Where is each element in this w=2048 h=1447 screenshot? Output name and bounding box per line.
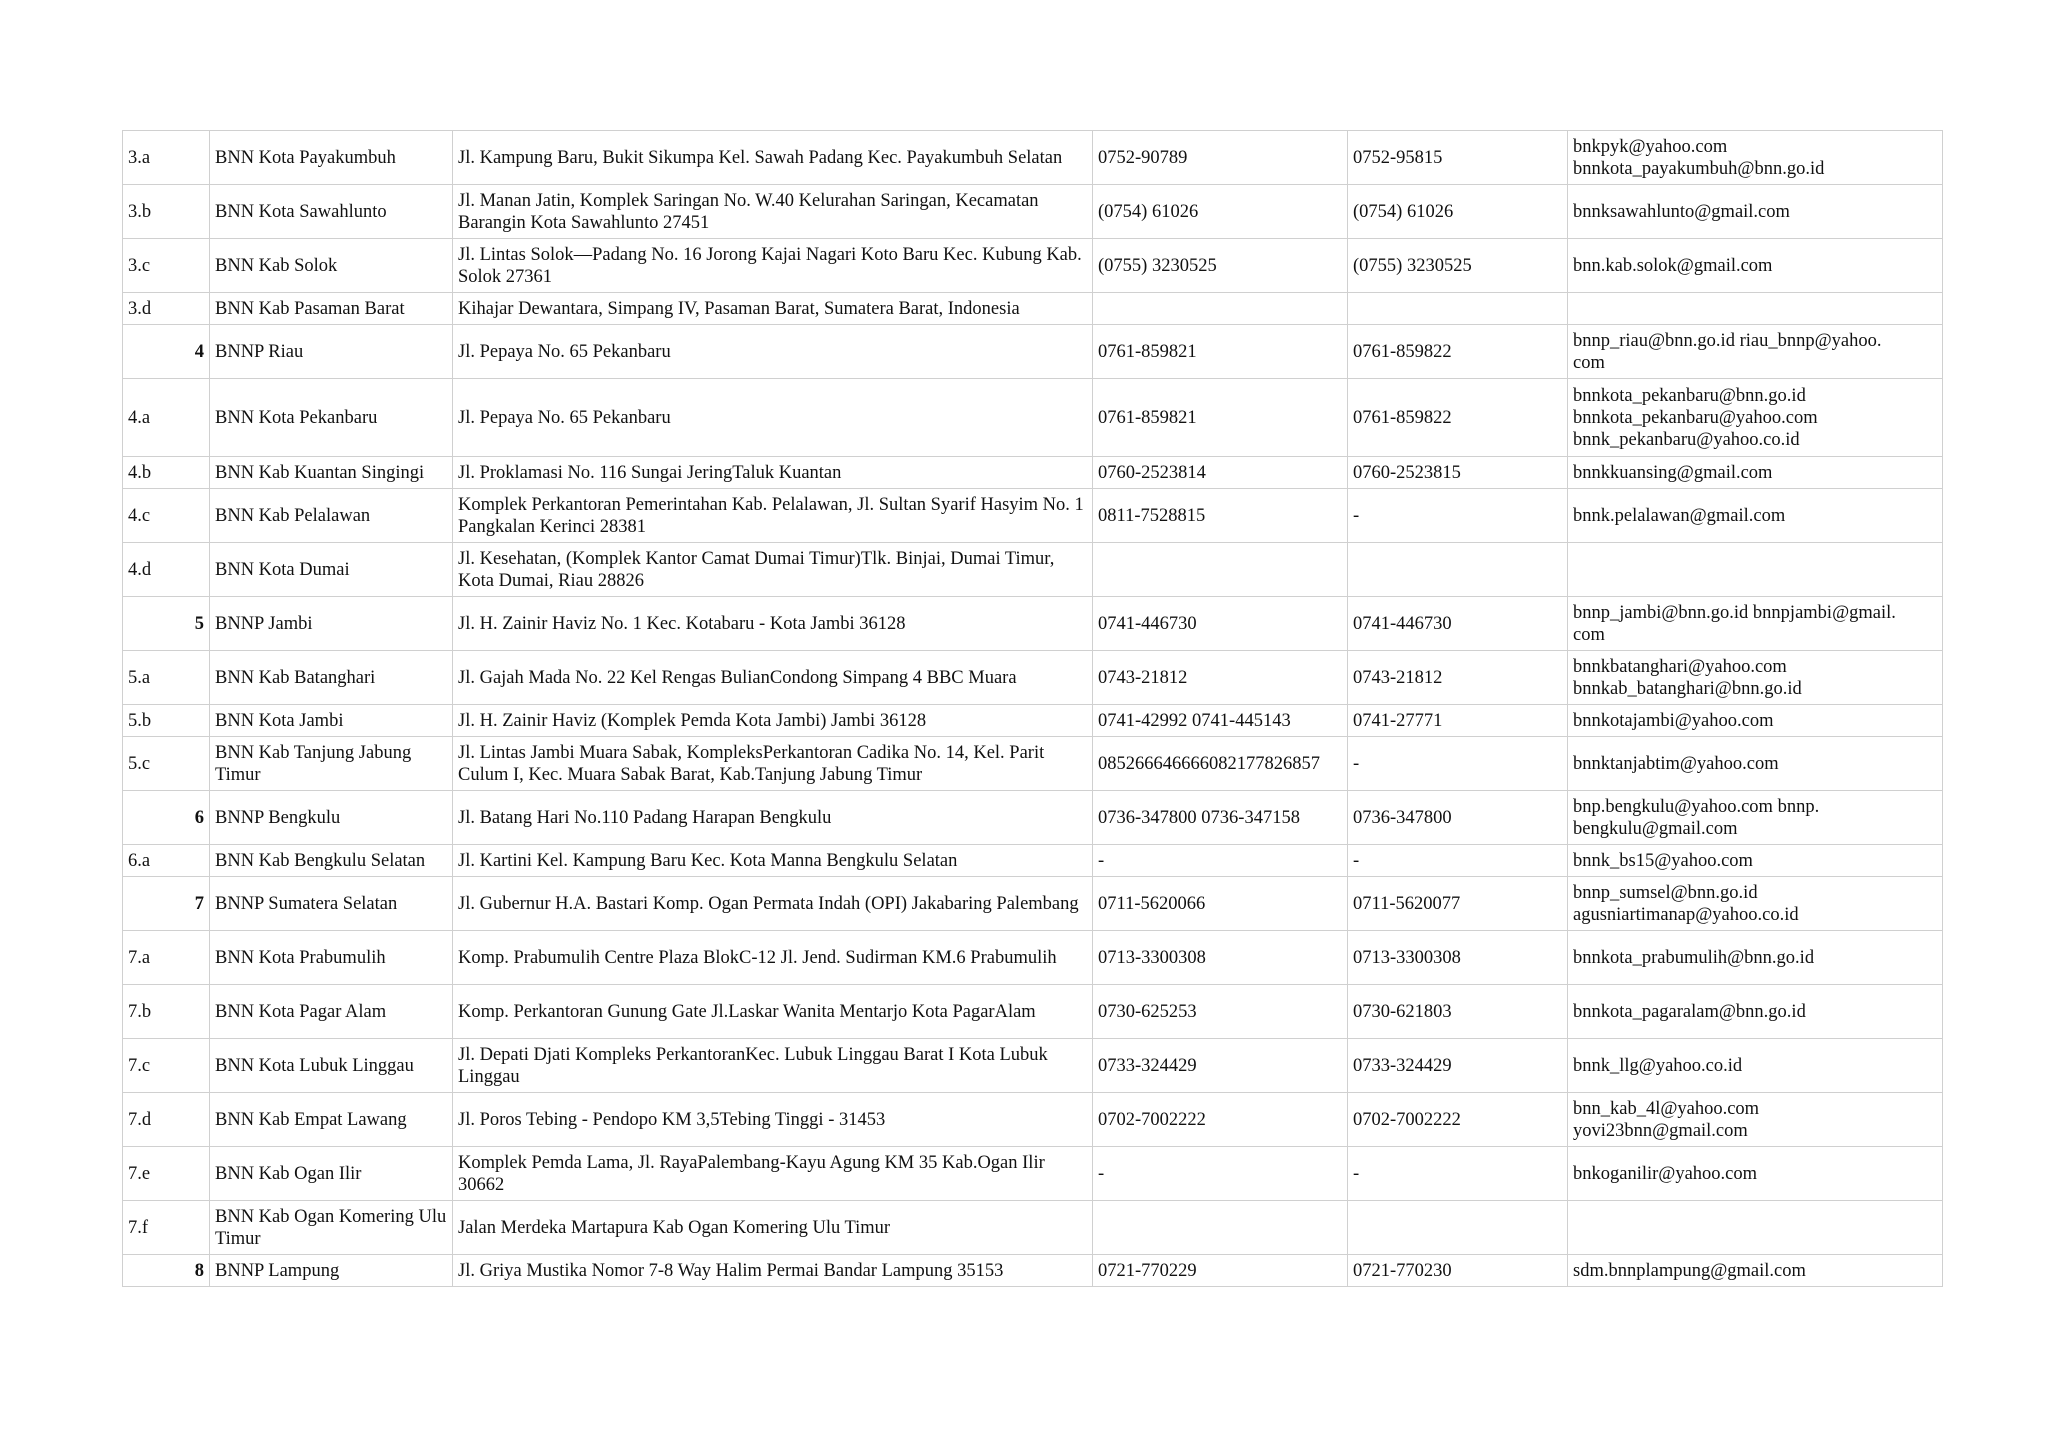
row-number-cell: 4.a: [123, 379, 210, 457]
table-row: [123, 543, 1943, 597]
office-name-cell: BNN Kota Sawahlunto: [210, 185, 453, 239]
address-cell: Jl. H. Zainir Haviz (Komplek Pemda Kota Jambi) Jambi 36128: [453, 705, 1093, 737]
email-line: yovi23bnn@gmail.com: [1573, 1120, 1748, 1141]
fax-cell: 0702-7002222: [1348, 1093, 1568, 1147]
phone-cell: 0741-446730: [1093, 597, 1348, 651]
office-name-cell: BNNP Bengkulu: [210, 791, 453, 845]
phone-cell: 0736-347800 0736-347158: [1093, 791, 1348, 845]
email-cell: [1568, 1255, 1943, 1287]
row-number-cell: 7: [123, 877, 210, 931]
email-line: bengkulu@gmail.com: [1573, 818, 1738, 839]
email-line: bnnkota_payakumbuh@bnn.go.id: [1573, 158, 1825, 179]
table-row: [123, 1039, 1943, 1093]
address-cell: Kihajar Dewantara, Simpang IV, Pasaman Barat, Sumatera Barat, Indonesia: [453, 293, 1093, 325]
fax-cell: 0741-27771: [1348, 705, 1568, 737]
table-row: [123, 239, 1943, 293]
fax-cell: 0761-859822: [1348, 325, 1568, 379]
email-cell: [1568, 1093, 1943, 1147]
row-number-cell: 5.b: [123, 705, 210, 737]
row-number-cell: 7.a: [123, 931, 210, 985]
address-cell: Jl. Lintas Solok—Padang No. 16 Jorong Kajai Nagari Koto Baru Kec. Kubung Kab. Solok 27361: [453, 239, 1093, 293]
fax-cell: 0713-3300308: [1348, 931, 1568, 985]
office-name-cell: BNN Kab Ogan Komering Ulu Timur: [210, 1201, 453, 1255]
email-line: bnnk_pekanbaru@yahoo.co.id: [1573, 429, 1800, 450]
row-number-cell: 4.c: [123, 489, 210, 543]
table-row: [123, 379, 1943, 457]
fax-cell: 0741-446730: [1348, 597, 1568, 651]
email-cell: [1568, 651, 1943, 705]
phone-cell: [1093, 543, 1348, 597]
email-line: bnnkota_prabumulih@bnn.go.id: [1573, 947, 1815, 968]
fax-cell: 0736-347800: [1348, 791, 1568, 845]
email-line: bnp.bengkulu@yahoo.com bnnp.: [1573, 796, 1820, 817]
email-cell: [1568, 597, 1943, 651]
phone-cell: 0711-5620066: [1093, 877, 1348, 931]
office-name-cell: BNN Kab Empat Lawang: [210, 1093, 453, 1147]
phone-cell: 0760-2523814: [1093, 457, 1348, 489]
row-number-cell: 5.a: [123, 651, 210, 705]
email-cell: [1568, 877, 1943, 931]
address-cell: Jl. Kartini Kel. Kampung Baru Kec. Kota Manna Bengkulu Selatan: [453, 845, 1093, 877]
fax-cell: [1348, 293, 1568, 325]
phone-cell: 0730-625253: [1093, 985, 1348, 1039]
table-row: [123, 185, 1943, 239]
table-row: [123, 1147, 1943, 1201]
office-name-cell: BNN Kota Pagar Alam: [210, 985, 453, 1039]
email-line: bnnkota_pekanbaru@bnn.go.id: [1573, 385, 1806, 406]
email-line: bnnp_sumsel@bnn.go.id: [1573, 882, 1758, 903]
email-line: bnn.kab.solok@gmail.com: [1573, 255, 1773, 276]
fax-cell: 0711-5620077: [1348, 877, 1568, 931]
phone-cell: 0733-324429: [1093, 1039, 1348, 1093]
email-cell: [1568, 791, 1943, 845]
fax-cell: 0743-21812: [1348, 651, 1568, 705]
table-row: [123, 293, 1943, 325]
fax-cell: 0730-621803: [1348, 985, 1568, 1039]
address-cell: Komp. Prabumulih Centre Plaza BlokC-12 Jl. Jend. Sudirman KM.6 Prabumulih: [453, 931, 1093, 985]
table-row: [123, 845, 1943, 877]
address-cell: Jl. Griya Mustika Nomor 7-8 Way Halim Permai Bandar Lampung 35153: [453, 1255, 1093, 1287]
email-cell: [1568, 239, 1943, 293]
table-row: [123, 1093, 1943, 1147]
fax-cell: -: [1348, 1147, 1568, 1201]
phone-cell: 0721-770229: [1093, 1255, 1348, 1287]
office-name-cell: BNN Kota Payakumbuh: [210, 131, 453, 185]
phone-cell: (0754) 61026: [1093, 185, 1348, 239]
address-cell: Jl. Manan Jatin, Komplek Saringan No. W.40 Kelurahan Saringan, Kecamatan Barangin Kota Sawahlunto 27451: [453, 185, 1093, 239]
row-number-cell: 6.a: [123, 845, 210, 877]
office-name-cell: BNN Kota Pekanbaru: [210, 379, 453, 457]
address-cell: Jalan Merdeka Martapura Kab Ogan Komering Ulu Timur: [453, 1201, 1093, 1255]
fax-cell: 0752-95815: [1348, 131, 1568, 185]
email-line: bnnkkuansing@gmail.com: [1573, 462, 1773, 483]
table-row: [123, 1255, 1943, 1287]
office-name-cell: BNN Kab Bengkulu Selatan: [210, 845, 453, 877]
address-cell: Komplek Pemda Lama, Jl. RayaPalembang-Kayu Agung KM 35 Kab.Ogan Ilir 30662: [453, 1147, 1093, 1201]
email-line: bnnk_bs15@yahoo.com: [1573, 850, 1753, 871]
address-cell: Jl. Depati Djati Kompleks PerkantoranKec. Lubuk Linggau Barat I Kota Lubuk Linggau: [453, 1039, 1093, 1093]
office-directory-table: [122, 130, 1943, 1287]
email-cell: [1568, 1147, 1943, 1201]
email-line: bnnktanjabtim@yahoo.com: [1573, 753, 1779, 774]
email-cell: [1568, 131, 1943, 185]
address-cell: Jl. H. Zainir Haviz No. 1 Kec. Kotabaru - Kota Jambi 36128: [453, 597, 1093, 651]
office-name-cell: BNN Kab Pelalawan: [210, 489, 453, 543]
address-cell: Jl. Pepaya No. 65 Pekanbaru: [453, 379, 1093, 457]
address-cell: Jl. Kesehatan, (Komplek Kantor Camat Dumai Timur)Tlk. Binjai, Dumai Timur, Kota Dumai, Riau 28826: [453, 543, 1093, 597]
row-number-cell: 7.f: [123, 1201, 210, 1255]
email-cell: [1568, 379, 1943, 457]
email-line: bnnksawahlunto@gmail.com: [1573, 201, 1790, 222]
email-line: bnnkab_batanghari@bnn.go.id: [1573, 678, 1802, 699]
email-line: bnnp_riau@bnn.go.id riau_bnnp@yahoo.: [1573, 330, 1882, 351]
email-cell: [1568, 985, 1943, 1039]
table-row: [123, 489, 1943, 543]
address-cell: Jl. Poros Tebing - Pendopo KM 3,5Tebing Tinggi - 31453: [453, 1093, 1093, 1147]
table-row: [123, 791, 1943, 845]
row-number-cell: 3.d: [123, 293, 210, 325]
fax-cell: [1348, 1201, 1568, 1255]
phone-cell: 0743-21812: [1093, 651, 1348, 705]
email-line: com: [1573, 624, 1605, 645]
email-line: agusniartimanap@yahoo.co.id: [1573, 904, 1799, 925]
email-cell: [1568, 543, 1943, 597]
email-line: bnnkota_pagaralam@bnn.go.id: [1573, 1001, 1806, 1022]
fax-cell: 0733-324429: [1348, 1039, 1568, 1093]
row-number-cell: 7.c: [123, 1039, 210, 1093]
address-cell: Jl. Gubernur H.A. Bastari Komp. Ogan Permata Indah (OPI) Jakabaring Palembang: [453, 877, 1093, 931]
office-name-cell: BNN Kab Pasaman Barat: [210, 293, 453, 325]
email-line: bnkpyk@yahoo.com: [1573, 136, 1728, 157]
email-cell: [1568, 1201, 1943, 1255]
address-cell: Jl. Kampung Baru, Bukit Sikumpa Kel. Sawah Padang Kec. Payakumbuh Selatan: [453, 131, 1093, 185]
row-number-cell: 3.a: [123, 131, 210, 185]
fax-cell: -: [1348, 845, 1568, 877]
phone-cell: [1093, 293, 1348, 325]
email-line: bnkoganilir@yahoo.com: [1573, 1163, 1758, 1184]
row-number-cell: 4: [123, 325, 210, 379]
email-line: bnn_kab_4l@yahoo.com: [1573, 1098, 1760, 1119]
email-cell: [1568, 185, 1943, 239]
phone-cell: 0811-7528815: [1093, 489, 1348, 543]
phone-cell: (0755) 3230525: [1093, 239, 1348, 293]
office-name-cell: BNN Kab Tanjung Jabung Timur: [210, 737, 453, 791]
phone-cell: 0713-3300308: [1093, 931, 1348, 985]
email-cell: [1568, 293, 1943, 325]
office-name-cell: BNNP Sumatera Selatan: [210, 877, 453, 931]
phone-cell: 0702-7002222: [1093, 1093, 1348, 1147]
table-body: [123, 131, 1943, 1287]
email-cell: [1568, 931, 1943, 985]
table-row: [123, 597, 1943, 651]
table-row: [123, 325, 1943, 379]
fax-cell: (0754) 61026: [1348, 185, 1568, 239]
row-number-cell: 3.c: [123, 239, 210, 293]
table-row: [123, 985, 1943, 1039]
row-number-cell: 7.e: [123, 1147, 210, 1201]
table-row: [123, 651, 1943, 705]
fax-cell: 0721-770230: [1348, 1255, 1568, 1287]
office-name-cell: BNN Kota Lubuk Linggau: [210, 1039, 453, 1093]
fax-cell: -: [1348, 737, 1568, 791]
phone-cell: 0761-859821: [1093, 325, 1348, 379]
email-cell: [1568, 705, 1943, 737]
address-cell: Jl. Gajah Mada No. 22 Kel Rengas BulianCondong Simpang 4 BBC Muara: [453, 651, 1093, 705]
phone-cell: -: [1093, 845, 1348, 877]
office-name-cell: BNNP Lampung: [210, 1255, 453, 1287]
email-cell: [1568, 325, 1943, 379]
office-name-cell: BNN Kota Prabumulih: [210, 931, 453, 985]
email-line: sdm.bnnplampung@gmail.com: [1573, 1260, 1806, 1281]
email-cell: [1568, 737, 1943, 791]
email-line: bnnkotajambi@yahoo.com: [1573, 710, 1774, 731]
phone-cell: -: [1093, 1147, 1348, 1201]
row-number-cell: 3.b: [123, 185, 210, 239]
table-row: [123, 457, 1943, 489]
address-cell: Jl. Pepaya No. 65 Pekanbaru: [453, 325, 1093, 379]
row-number-cell: 6: [123, 791, 210, 845]
office-name-cell: BNNP Riau: [210, 325, 453, 379]
row-number-cell: 4.b: [123, 457, 210, 489]
row-number-cell: 7.b: [123, 985, 210, 1039]
address-cell: Komplek Perkantoran Pemerintahan Kab. Pelalawan, Jl. Sultan Syarif Hasyim No. 1 Pangkalan Kerinci 28381: [453, 489, 1093, 543]
table-row: [123, 705, 1943, 737]
table-row: [123, 737, 1943, 791]
table-row: [123, 1201, 1943, 1255]
office-name-cell: BNNP Jambi: [210, 597, 453, 651]
phone-cell: [1093, 1201, 1348, 1255]
email-cell: [1568, 457, 1943, 489]
email-line: bnnk_llg@yahoo.co.id: [1573, 1055, 1743, 1076]
row-number-cell: 5: [123, 597, 210, 651]
address-cell: Jl. Batang Hari No.110 Padang Harapan Bengkulu: [453, 791, 1093, 845]
row-number-cell: 7.d: [123, 1093, 210, 1147]
office-name-cell: BNN Kab Solok: [210, 239, 453, 293]
table-row: [123, 131, 1943, 185]
office-name-cell: BNN Kab Batanghari: [210, 651, 453, 705]
office-name-cell: BNN Kota Dumai: [210, 543, 453, 597]
email-cell: [1568, 845, 1943, 877]
email-line: bnnp_jambi@bnn.go.id bnnpjambi@gmail.: [1573, 602, 1896, 623]
email-cell: [1568, 1039, 1943, 1093]
email-cell: [1568, 489, 1943, 543]
row-number-cell: 8: [123, 1255, 210, 1287]
email-line: bnnkbatanghari@yahoo.com: [1573, 656, 1787, 677]
fax-cell: [1348, 543, 1568, 597]
fax-cell: 0761-859822: [1348, 379, 1568, 457]
phone-cell: 0752-90789: [1093, 131, 1348, 185]
address-cell: Jl. Proklamasi No. 116 Sungai JeringTaluk Kuantan: [453, 457, 1093, 489]
office-name-cell: BNN Kab Kuantan Singingi: [210, 457, 453, 489]
address-cell: Komp. Perkantoran Gunung Gate Jl.Laskar Wanita Mentarjo Kota PagarAlam: [453, 985, 1093, 1039]
office-name-cell: BNN Kab Ogan Ilir: [210, 1147, 453, 1201]
phone-cell: 0852666466660821778268​57: [1093, 737, 1348, 791]
phone-cell: 0741-42992 0741-445143: [1093, 705, 1348, 737]
fax-cell: 0760-2523815: [1348, 457, 1568, 489]
row-number-cell: 5.c: [123, 737, 210, 791]
phone-cell: 0761-859821: [1093, 379, 1348, 457]
address-cell: Jl. Lintas Jambi Muara Sabak, KompleksPerkantoran Cadika No. 14, Kel. Parit Culum I, Kec. Muara Sabak Barat, Kab.Tanjung Jabung Timur: [453, 737, 1093, 791]
email-line: com: [1573, 352, 1605, 373]
row-number-cell: 4.d: [123, 543, 210, 597]
fax-cell: (0755) 3230525: [1348, 239, 1568, 293]
table-row: [123, 931, 1943, 985]
email-line: bnnk.pelalawan@gmail.com: [1573, 505, 1786, 526]
fax-cell: -: [1348, 489, 1568, 543]
table-row: [123, 877, 1943, 931]
email-line: bnnkota_pekanbaru@yahoo.com: [1573, 407, 1818, 428]
office-name-cell: BNN Kota Jambi: [210, 705, 453, 737]
